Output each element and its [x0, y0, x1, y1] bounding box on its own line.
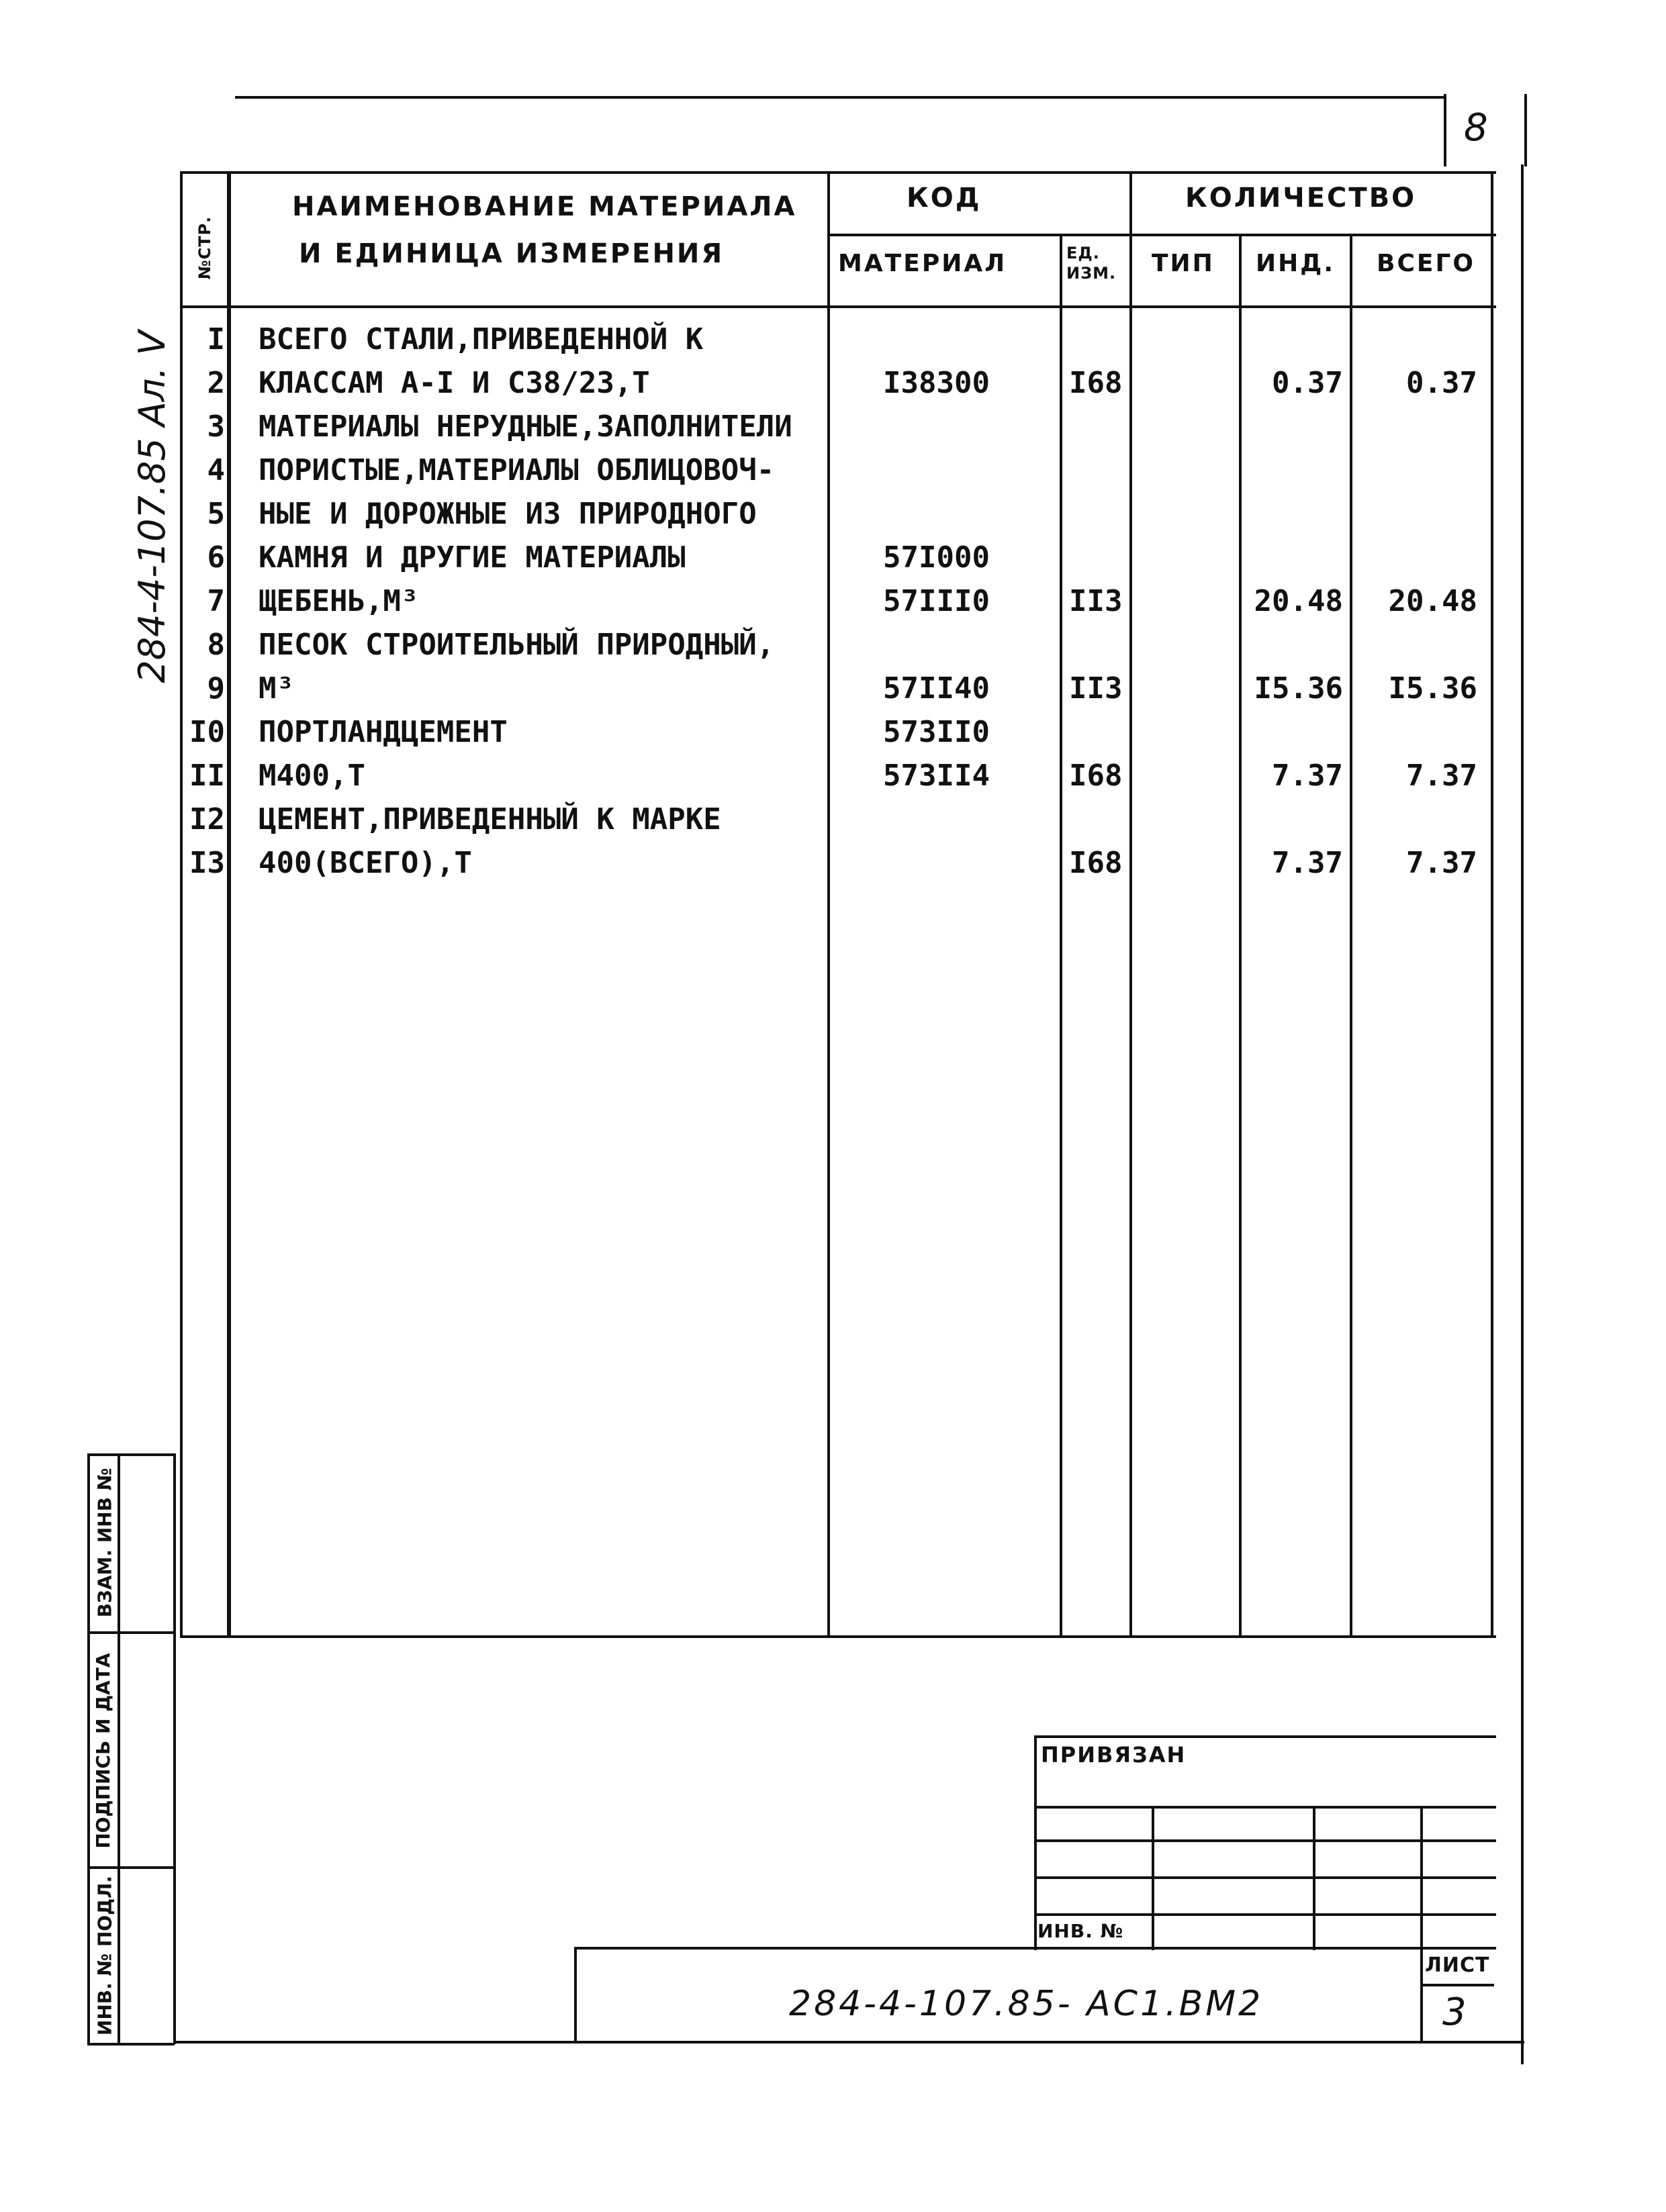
material-name: ПОРТЛАНДЦЕМЕНТ [259, 715, 508, 749]
quantity-ind: I5.36 [1254, 671, 1343, 706]
page-number: 8 [1464, 106, 1488, 150]
header-name-line2: И ЕДИНИЦА ИЗМЕРЕНИЯ [299, 238, 725, 269]
material-name: М400,Т [259, 759, 365, 793]
row-number: 9 [207, 671, 225, 706]
material-code: 573II0 [883, 715, 990, 749]
row-number: II [189, 759, 225, 793]
row-number: I2 [189, 802, 225, 836]
material-code: I38300 [883, 366, 990, 400]
material-name: КЛАССАМ А-I И С38/23,Т [259, 366, 650, 400]
row-number: I [207, 322, 225, 356]
header-quantity: КОЛИЧЕСТВО [1185, 183, 1417, 213]
stamp-signature-date: ПОДПИСЬ И ДАТА [92, 1653, 114, 1849]
material-name: ПЕСОК СТРОИТЕЛЬНЫЙ ПРИРОДНЫЙ, [259, 628, 775, 662]
side-annotation: 284-4-107.85 Ал. V [131, 330, 173, 683]
row-number: 6 [207, 540, 225, 575]
row-number: 8 [207, 628, 225, 662]
header-q-total: ВСЕГО [1377, 250, 1475, 277]
quantity-ind: 7.37 [1272, 846, 1343, 880]
stamp-inv-original: ИНВ. № ПОДЛ. [93, 1875, 116, 2036]
material-code: 57III0 [883, 584, 990, 618]
quantity-ind: 7.37 [1272, 759, 1343, 793]
quantity-total: 0.37 [1406, 366, 1477, 400]
material-name: ЩЕБЕНЬ,М³ [259, 584, 419, 618]
material-name: МАТЕРИАЛЫ НЕРУДНЫЕ,ЗАПОЛНИТЕЛИ [259, 410, 792, 444]
material-name: КАМНЯ И ДРУГИЕ МАТЕРИАЛЫ [259, 540, 686, 575]
material-name: 400(ВСЕГО),Т [259, 846, 472, 880]
stamp-vzam-inv: ВЗАМ. ИНВ № [93, 1468, 116, 1618]
row-number: 5 [207, 497, 225, 531]
material-name: НЫЕ И ДОРОЖНЫЕ ИЗ ПРИРОДНОГО [259, 497, 757, 531]
quantity-total: 7.37 [1406, 846, 1477, 880]
material-name: ЦЕМЕНТ,ПРИВЕДЕННЫЙ К МАРКЕ [259, 802, 721, 836]
quantity-ind: 0.37 [1272, 366, 1343, 400]
header-code: КОД [907, 183, 982, 213]
unit-code: II3 [1069, 671, 1123, 706]
stamp-privyazan: ПРИВЯЗАН [1041, 1742, 1187, 1768]
row-number: 2 [207, 366, 225, 400]
sheet-number: 3 [1442, 1990, 1467, 2034]
material-code: 573II4 [883, 759, 990, 793]
row-number: 4 [207, 453, 225, 487]
unit-code: I68 [1069, 366, 1123, 400]
material-name: М³ [259, 671, 294, 706]
header-code-material: МАТЕРИАЛ [838, 250, 1007, 277]
material-name: ВСЕГО СТАЛИ,ПРИВЕДЕННОЙ К [259, 322, 704, 356]
row-number: I0 [189, 715, 225, 749]
header-q-type: ТИП [1152, 250, 1215, 277]
unit-code: I68 [1069, 846, 1123, 880]
quantity-total: 7.37 [1406, 759, 1477, 793]
unit-code: II3 [1069, 584, 1123, 618]
header-name-line1: НАИМЕНОВАНИЕ МАТЕРИАЛА [292, 191, 797, 222]
header-code-unit: ЕД. ИЗМ. [1066, 244, 1117, 283]
quantity-total: I5.36 [1388, 671, 1477, 706]
document-code: 284-4-107.85- АС1.ВМ2 [789, 1984, 1264, 2024]
quantity-ind: 20.48 [1254, 584, 1343, 618]
sheet-label: ЛИСТ [1425, 1954, 1490, 1977]
header-row-number: №СТР. [195, 215, 214, 280]
material-name: ПОРИСТЫЕ,МАТЕРИАЛЫ ОБЛИЦОВОЧ- [259, 453, 775, 487]
stamp-inv-no: ИНВ. № [1037, 1920, 1124, 1942]
quantity-total: 20.48 [1388, 584, 1477, 618]
material-code: 57I000 [883, 540, 990, 575]
row-number: I3 [189, 846, 225, 880]
row-number: 3 [207, 410, 225, 444]
header-q-ind: ИНД. [1256, 250, 1335, 277]
material-code: 57II40 [883, 671, 990, 706]
unit-code: I68 [1069, 759, 1123, 793]
row-number: 7 [207, 584, 225, 618]
